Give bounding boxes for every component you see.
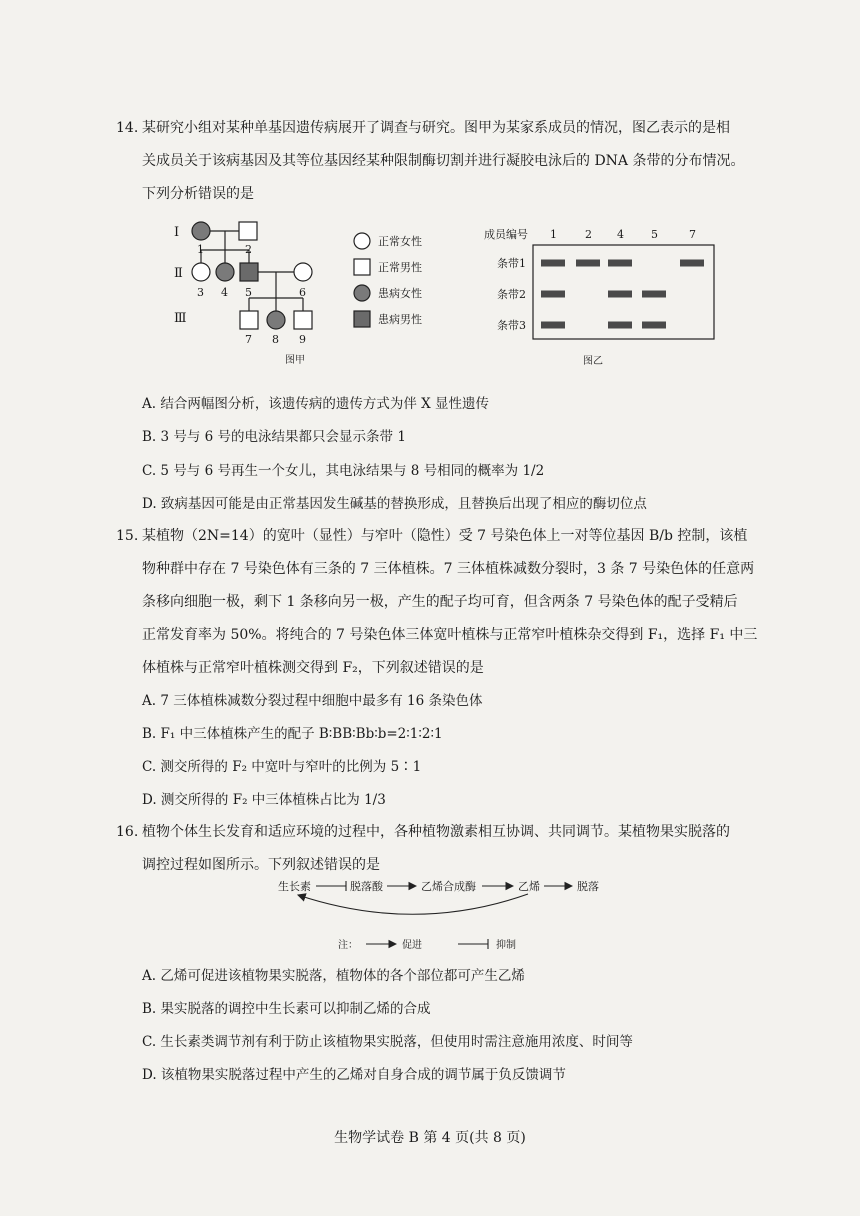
normal-male-symbol — [294, 311, 312, 329]
gel-band — [642, 291, 666, 298]
member-id: 9 — [299, 333, 306, 346]
option-d: D. 测交所得的 F₂ 中三体植株占比为 1/3 — [142, 792, 386, 808]
affected-female-symbol — [192, 222, 210, 240]
gel-band — [608, 322, 632, 329]
flow-node-auxin: 生长素 — [278, 880, 311, 893]
gel-band — [541, 291, 565, 298]
question-text-line: 物种群中存在 7 号染色体有三条的 7 三体植株。7 三体植株减数分裂时，3 条 7 号染色体的任意两 — [142, 561, 755, 577]
flow-node-ethylene: 乙烯 — [518, 880, 540, 893]
feedback-arrow — [298, 894, 528, 914]
legend-affected-female-icon — [354, 285, 370, 301]
gel-member-label: 1 — [550, 228, 557, 241]
figure-caption: 图甲 — [285, 355, 305, 366]
affected-female-symbol — [216, 263, 234, 281]
affected-female-symbol — [267, 311, 285, 329]
page-footer: 生物学试卷 B 第 4 页(共 8 页) — [334, 1130, 526, 1146]
gel-band-label: 条带3 — [497, 319, 526, 332]
question-number: 14. — [116, 120, 139, 136]
normal-female-symbol — [192, 263, 210, 281]
gel-band-label: 条带1 — [497, 257, 526, 270]
option-a: A. 结合两幅图分析，该遗传病的遗传方式为伴 X 显性遗传 — [142, 396, 490, 412]
regulation-flow-diagram — [270, 872, 620, 962]
normal-male-symbol — [239, 222, 257, 240]
question-number: 15. — [116, 528, 139, 544]
figure-caption: 图乙 — [583, 356, 603, 367]
gel-band — [576, 260, 600, 267]
option-c: C. 5 号与 6 号再生一个女儿，其电泳结果与 8 号相同的概率为 1/2 — [142, 463, 545, 479]
option-a: A. 乙烯可促进该植物果实脱落，植物体的各个部位都可产生乙烯 — [142, 968, 525, 984]
member-id: 2 — [245, 243, 252, 256]
option-b: B. F₁ 中三体植株产生的配子 B∶BB∶Bb∶b=2∶1∶2∶1 — [142, 726, 443, 742]
question-text-line: 关成员关于该病基因及其等位基因经某种限制酶切割并进行凝胶电泳后的 DNA 条带的分布情况。 — [142, 153, 745, 169]
legend-label: 患病女性 — [378, 287, 422, 300]
gel-member-label: 2 — [585, 228, 592, 241]
member-id: 3 — [197, 286, 204, 299]
gel-member-label: 7 — [689, 228, 696, 241]
legend-note: 注： — [338, 940, 358, 951]
normal-male-symbol — [240, 311, 258, 329]
gel-band — [608, 260, 632, 267]
member-id: 4 — [221, 286, 228, 299]
gel-band — [541, 260, 565, 267]
question-text-line: 条移向细胞一极，剩下 1 条移向另一极，产生的配子均可育，但含两条 7 号染色体的配子受精后 — [142, 594, 738, 610]
question-text-line: 某植物（2N=14）的宽叶（显性）与窄叶（隐性）受 7 号染色体上一对等位基因 B/b 控制，该植 — [142, 528, 748, 544]
gel-electrophoresis-diagram — [478, 222, 728, 372]
flow-node-ethylene-synthase: 乙烯合成酶 — [421, 880, 476, 893]
option-a: A. 7 三体植株减数分裂过程中细胞中最多有 16 条染色体 — [142, 693, 483, 709]
gel-band — [541, 322, 565, 329]
legend-label: 正常女性 — [378, 235, 422, 248]
question-number: 16. — [116, 824, 139, 840]
flow-node-aba: 脱落酸 — [350, 880, 383, 893]
legend-affected-male-icon — [354, 311, 370, 327]
legend-label: 患病男性 — [378, 313, 422, 326]
legend-promote-label: 促进 — [402, 940, 422, 951]
option-d: D. 致病基因可能是由正常基因发生碱基的替换形成，且替换后出现了相应的酶切位点 — [142, 496, 647, 512]
legend-normal-female-icon — [354, 233, 370, 249]
option-b: B. 3 号与 6 号的电泳结果都只会显示条带 1 — [142, 429, 406, 445]
question-text-line: 某研究小组对某种单基因遗传病展开了调查与研究。图甲为某家系成员的情况，图乙表示的是相 — [142, 120, 730, 136]
member-id: 7 — [245, 333, 252, 346]
generation-label: Ⅲ — [174, 311, 187, 326]
option-c: C. 测交所得的 F₂ 中宽叶与窄叶的比例为 5∶1 — [142, 759, 422, 775]
question-text-line: 体植株与正常窄叶植株测交得到 F₂，下列叙述错误的是 — [142, 660, 484, 676]
affected-male-symbol — [240, 263, 258, 281]
gel-band-label: 条带2 — [497, 288, 526, 301]
member-id: 5 — [245, 286, 252, 299]
gel-band — [608, 291, 632, 298]
gel-member-label: 4 — [617, 228, 624, 241]
gel-band — [642, 322, 666, 329]
normal-female-symbol — [294, 263, 312, 281]
generation-label: Ⅰ — [174, 225, 180, 240]
legend-inhibit-label: 抑制 — [496, 940, 516, 951]
generation-label: Ⅱ — [174, 266, 183, 281]
member-id: 6 — [299, 286, 306, 299]
gel-header: 成员编号 — [484, 228, 528, 241]
question-text-line: 调控过程如图所示。下列叙述错误的是 — [142, 857, 380, 873]
option-b: B. 果实脱落的调控中生长素可以抑制乙烯的合成 — [142, 1001, 431, 1017]
member-id: 1 — [197, 243, 204, 256]
pedigree-diagram — [160, 210, 450, 372]
option-c: C. 生长素类调节剂有利于防止该植物果实脱落，但使用时需注意施用浓度、时间等 — [142, 1034, 633, 1050]
legend-label: 正常男性 — [378, 261, 422, 274]
option-d: D. 该植物果实脱落过程中产生的乙烯对自身合成的调节属于负反馈调节 — [142, 1067, 566, 1083]
question-text-line: 下列分析错误的是 — [142, 186, 254, 202]
question-text-line: 正常发育率为 50%。将纯合的 7 号染色体三体宽叶植株与正常窄叶植株杂交得到 F₁，选择 F₁ 中三 — [142, 627, 758, 643]
gel-band — [680, 260, 704, 267]
legend-normal-male-icon — [354, 259, 370, 275]
question-text-line: 植物个体生长发育和适应环境的过程中，各种植物激素相互协调、共同调节。某植物果实脱落的 — [142, 824, 730, 840]
flow-node-abscission: 脱落 — [577, 880, 599, 893]
gel-member-label: 5 — [651, 228, 658, 241]
member-id: 8 — [272, 333, 279, 346]
